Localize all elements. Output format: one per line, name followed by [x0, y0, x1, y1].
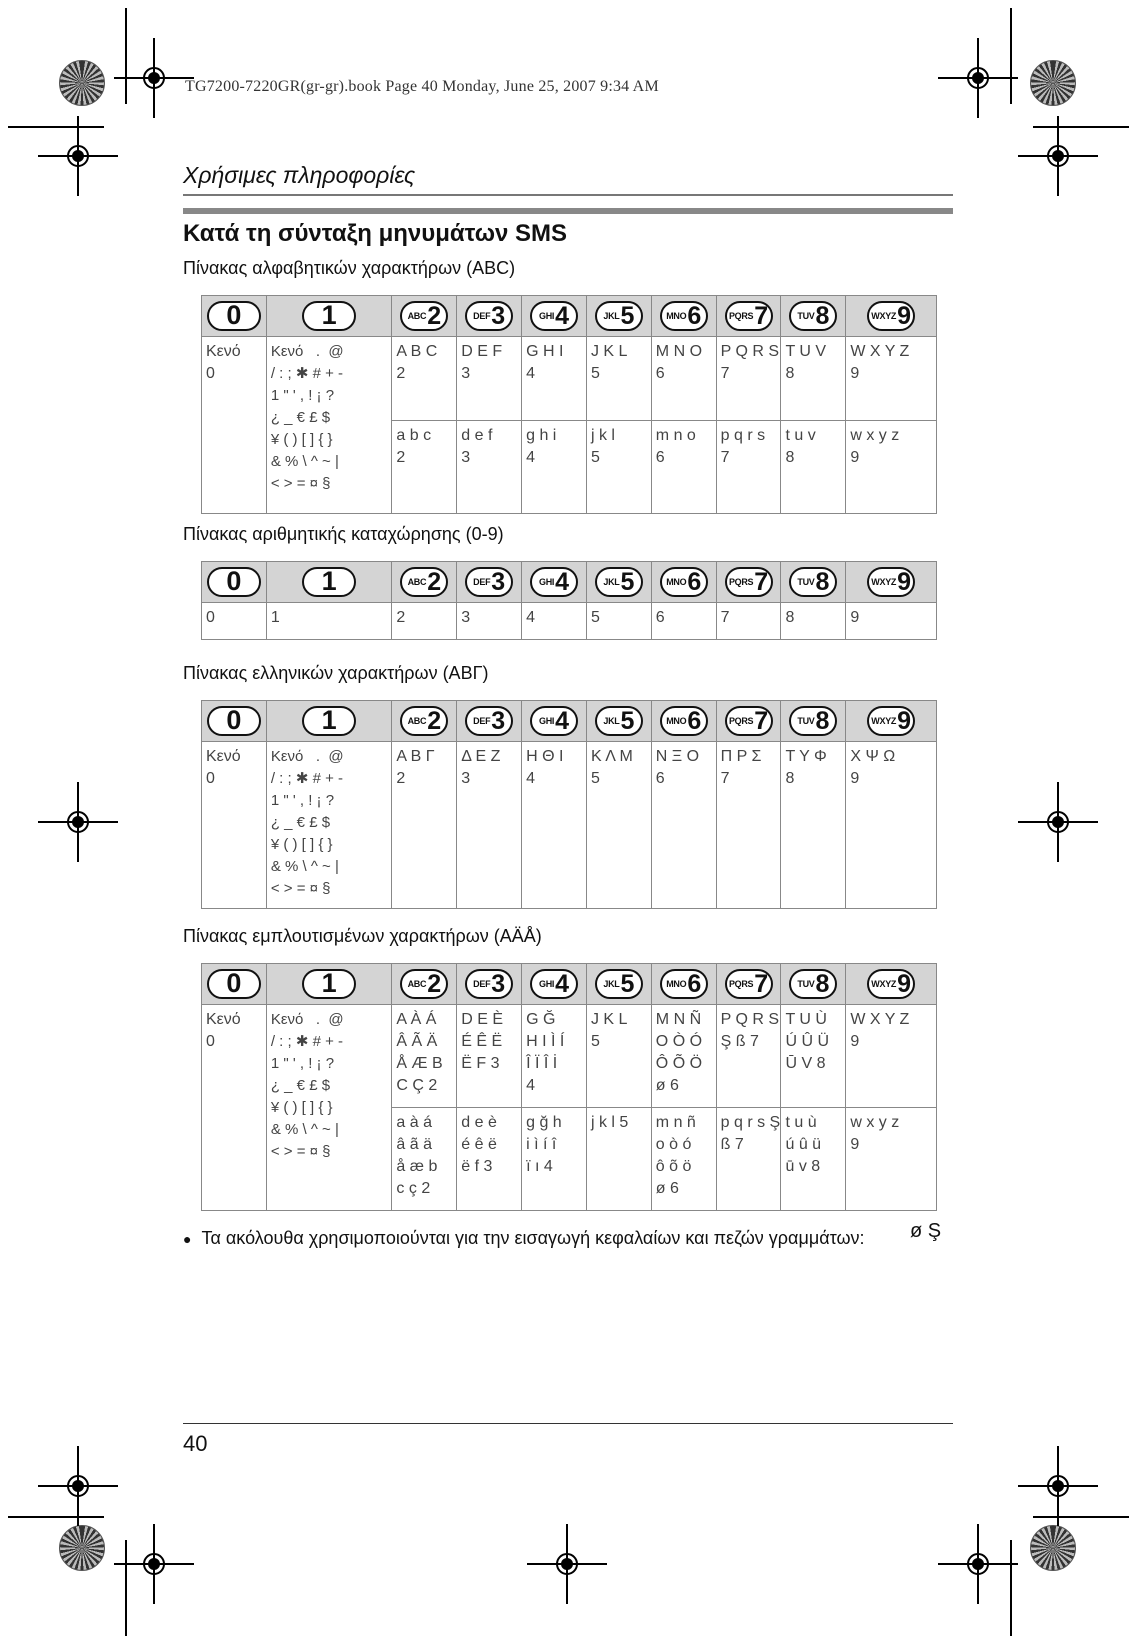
table-cell: 5: [586, 603, 651, 640]
crop-mark: [125, 8, 127, 104]
table-cell: m n o 6: [651, 421, 716, 514]
table-cell: d e è é ê ë ë f 3: [457, 1108, 522, 1211]
table-cell: 8: [781, 603, 846, 640]
table-cell: W X Y Z 9: [846, 337, 937, 421]
table-row: [202, 603, 937, 640]
table-cell: Α Β Γ 2: [392, 742, 457, 909]
key-1-icon: 1: [302, 706, 356, 736]
table-cell: Π Ρ Σ 7: [716, 742, 781, 909]
crop-mark: [1010, 8, 1012, 104]
table-cell: J K L 5: [586, 337, 651, 421]
key-2-icon: ABC 2: [400, 567, 448, 597]
table-cell: Χ Ψ Ω 9: [846, 742, 937, 909]
key-6-icon: MNO 6: [660, 969, 708, 999]
table-cell: m n ñ o ò ó ô õ ö ø 6: [651, 1108, 716, 1211]
table-cell: 0: [202, 603, 267, 640]
table-caption-greek: Πίνακας ελληνικών χαρακτήρων (ΑΒΓ): [183, 663, 489, 683]
table-cell: T U Ù Ú Û Ü Ū V 8: [781, 1005, 846, 1108]
extended-character-table: [201, 963, 937, 1211]
note-symbols: ø Ş: [910, 1220, 942, 1242]
key-7-icon: PQRS 7: [725, 706, 773, 736]
table-cell: T U V 8: [781, 337, 846, 421]
table-cell: D E È É Ê Ë Ë F 3: [457, 1005, 522, 1108]
table-cell: D E F 3: [457, 337, 522, 421]
key-8-icon: TUV 8: [789, 301, 837, 331]
key-0-icon: 0: [207, 969, 261, 999]
page-number: 40: [183, 1431, 208, 1456]
table-cell: w x y z 9: [846, 1108, 937, 1211]
key-header-row: [202, 296, 937, 337]
table-cell: A À Á Â Ã Ä Å Æ B C Ç 2: [392, 1005, 457, 1108]
bullet-note: [183, 1228, 953, 1249]
table-cell: 2: [392, 603, 457, 640]
section-title: Χρήσιμες πληροφορίες: [183, 162, 416, 188]
key-1-icon: 1: [302, 567, 356, 597]
main-heading: Κατά τη σύνταξη μηνυμάτων SMS: [183, 220, 568, 247]
key-5-icon: JKL 5: [595, 706, 643, 736]
key-5-icon: JKL 5: [595, 301, 643, 331]
table-cell: J K L 5: [586, 1005, 651, 1108]
key-3-icon: DEF 3: [465, 567, 513, 597]
crop-mark: [8, 1516, 104, 1518]
table-cell: M N O 6: [651, 337, 716, 421]
key-7-icon: PQRS 7: [725, 969, 773, 999]
key-2-icon: ABC 2: [400, 706, 448, 736]
section-rule-thick: [183, 208, 953, 214]
table-cell: Κενό . @ / : ; ✱ # + - 1 " ' , ! ¡ ? ¿ _ € £ $ ¥ ( ) [ ] { } & % \ ^ ~ | < > = ¤ §: [266, 337, 392, 514]
key-header-row: [202, 964, 937, 1005]
table-cell: g h i 4: [522, 421, 587, 514]
key-9-icon: WXYZ 9: [867, 301, 915, 331]
key-header-row: [202, 562, 937, 603]
table-cell: Δ Ε Ζ 3: [457, 742, 522, 909]
key-6-icon: MNO 6: [660, 301, 708, 331]
key-3-icon: DEF 3: [465, 301, 513, 331]
key-9-icon: WXYZ 9: [867, 969, 915, 999]
table-cell: Τ Υ Φ 8: [781, 742, 846, 909]
key-8-icon: TUV 8: [789, 567, 837, 597]
key-5-icon: JKL 5: [595, 567, 643, 597]
table-cell: A B C 2: [392, 337, 457, 421]
key-4-icon: GHI 4: [530, 301, 578, 331]
key-5-icon: JKL 5: [595, 969, 643, 999]
table-cell: j k l 5: [586, 1108, 651, 1211]
table-cell: p q r s Ş ß 7: [716, 1108, 781, 1211]
table-row: [202, 337, 937, 421]
key-4-icon: GHI 4: [530, 567, 578, 597]
key-0-icon: 0: [207, 301, 261, 331]
table-caption-extended: Πίνακας εμπλουτισμένων χαρακτήρων (ΑÄÅ): [183, 926, 542, 946]
key-6-icon: MNO 6: [660, 567, 708, 597]
table-cell: Κενό 0: [202, 337, 267, 514]
table-cell: Κενό 0: [202, 1005, 267, 1211]
section-rule: [183, 194, 953, 196]
key-0-icon: 0: [207, 567, 261, 597]
bullet-icon: ●: [183, 1231, 192, 1247]
color-registration-rose: [1030, 1525, 1076, 1571]
color-registration-rose: [59, 60, 105, 106]
abc-character-table: [201, 295, 937, 514]
table-cell: 1: [266, 603, 392, 640]
key-3-icon: DEF 3: [465, 706, 513, 736]
crop-mark: [1010, 1540, 1012, 1636]
table-cell: G Ğ H I Ì Í Î Ï Î İ 4: [522, 1005, 587, 1108]
key-6-icon: MNO 6: [660, 706, 708, 736]
key-4-icon: GHI 4: [530, 969, 578, 999]
footer-rule: [183, 1423, 953, 1424]
table-cell: Ν Ξ Ο 6: [651, 742, 716, 909]
table-cell: 4: [522, 603, 587, 640]
table-cell: j k l 5: [586, 421, 651, 514]
table-row: [202, 742, 937, 909]
table-cell: d e f 3: [457, 421, 522, 514]
key-9-icon: WXYZ 9: [867, 567, 915, 597]
crop-mark: [125, 1540, 127, 1636]
key-2-icon: ABC 2: [400, 301, 448, 331]
table-cell: 9: [846, 603, 937, 640]
table-caption-numeric: Πίνακας αριθμητικής καταχώρησης (0-9): [183, 524, 504, 544]
table-cell: Κ Λ Μ 5: [586, 742, 651, 909]
key-7-icon: PQRS 7: [725, 567, 773, 597]
table-cell: a à á â ã ä å æ b c ç 2: [392, 1108, 457, 1211]
table-cell: g ğ h i ì í î ï ı 4: [522, 1108, 587, 1211]
key-2-icon: ABC 2: [400, 969, 448, 999]
key-8-icon: TUV 8: [789, 706, 837, 736]
key-1-icon: 1: [302, 969, 356, 999]
key-9-icon: WXYZ 9: [867, 706, 915, 736]
table-cell: Κενό . @ / : ; ✱ # + - 1 " ' , ! ¡ ? ¿ _ € £ $ ¥ ( ) [ ] { } & % \ ^ ~ | < > = ¤ §: [266, 742, 392, 909]
table-cell: P Q R S 7: [716, 337, 781, 421]
key-7-icon: PQRS 7: [725, 301, 773, 331]
table-cell: p q r s 7: [716, 421, 781, 514]
key-3-icon: DEF 3: [465, 969, 513, 999]
table-cell: Κενό 0: [202, 742, 267, 909]
color-registration-rose: [1030, 60, 1076, 106]
key-header-row: [202, 701, 937, 742]
table-cell: a b c 2: [392, 421, 457, 514]
table-cell: 3: [457, 603, 522, 640]
table-cell: Η Θ Ι 4: [522, 742, 587, 909]
table-cell: G H I 4: [522, 337, 587, 421]
numeric-entry-table: [201, 561, 937, 640]
table-cell: W X Y Z 9: [846, 1005, 937, 1108]
table-cell: t u ù ú û ü ū v 8: [781, 1108, 846, 1211]
table-cell: t u v 8: [781, 421, 846, 514]
table-caption-abc: Πίνακας αλφαβητικών χαρακτήρων (ABC): [183, 258, 516, 278]
table-cell: M N Ñ O Ò Ó Ô Õ Ö ø 6: [651, 1005, 716, 1108]
table-cell: P Q R S Ş ß 7: [716, 1005, 781, 1108]
table-cell: w x y z 9: [846, 421, 937, 514]
key-1-icon: 1: [302, 301, 356, 331]
crop-mark: [1033, 126, 1129, 128]
key-8-icon: TUV 8: [789, 969, 837, 999]
note-text: Τα ακόλουθα χρησιμοποιούνται για την εισαγωγή κεφαλαίων και πεζών γραμμάτων:: [201, 1228, 865, 1248]
greek-character-table: [201, 700, 937, 909]
table-cell: Κενό . @ / : ; ✱ # + - 1 " ' , ! ¡ ? ¿ _ € £ $ ¥ ( ) [ ] { } & % \ ^ ~ | < > = ¤ §: [266, 1005, 392, 1211]
key-4-icon: GHI 4: [530, 706, 578, 736]
color-registration-rose: [59, 1525, 105, 1571]
table-cell: 6: [651, 603, 716, 640]
table-cell: 7: [716, 603, 781, 640]
print-job-header: TG7200-7220GR(gr-gr).book Page 40 Monday, June 25, 2007 9:34 AM: [185, 78, 659, 95]
crop-mark: [1033, 1516, 1129, 1518]
crop-mark: [8, 126, 104, 128]
key-0-icon: 0: [207, 706, 261, 736]
table-row: [202, 1005, 937, 1108]
